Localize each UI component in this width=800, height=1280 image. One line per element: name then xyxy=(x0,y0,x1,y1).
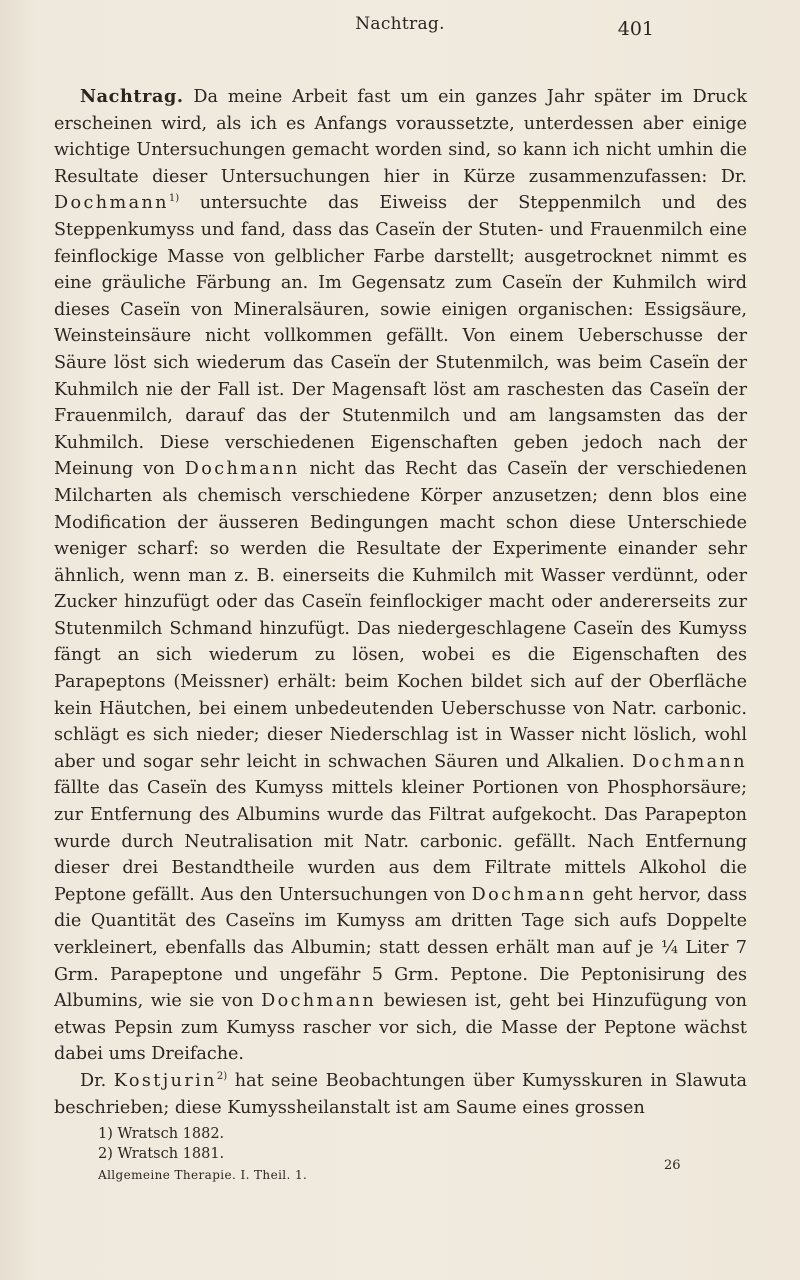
author-name: Dochmann xyxy=(261,991,377,1012)
paragraph-2-text-b: hat seine Beobachtungen über Kumysskuren in Slawuta beschrieben; diese Kumyssheilanstalt ist am Saume eines grossen xyxy=(54,1070,748,1118)
footnote-1: 1) Wratsch 1882. xyxy=(98,1126,225,1142)
author-name: Dochmann xyxy=(471,884,587,905)
paragraph-2 xyxy=(54,1068,747,1121)
author-name: Dochmann xyxy=(54,193,169,214)
paragraph-2-text-a: Dr. xyxy=(80,1070,107,1091)
sheet-number: 26 xyxy=(664,1158,681,1173)
author-name: Dochmann xyxy=(632,751,748,772)
section-title: Nachtrag. xyxy=(80,86,184,107)
paragraph-1-text-a: Da meine Arbeit fast um ein ganzes Jahr später im Druck erscheinen wird, als ich es Anfangs voraussetzte, unterdessen aber einige wichtige Untersuchungen gemacht worden sind, so kann ich nicht umhin die Resultate dieser Untersuchungen hier in Kürze zusammenzufassen: Dr. xyxy=(54,87,747,187)
author-name: Dochmann xyxy=(184,459,300,480)
footnotes xyxy=(98,1124,698,1164)
page-number: 401 xyxy=(617,18,654,40)
author-name: Kostjurin xyxy=(113,1070,217,1091)
paragraph-1-text-f: bewiesen ist, geht bei Hinzufügung von etwas Pepsin zum Kumyss rascher vor sich, die Masse der Peptone wächst dabei ums Dreifache. xyxy=(54,991,748,1065)
running-head: Nachtrag. xyxy=(355,14,445,34)
paragraph-1-text-e: geht hervor, dass die Quantität des Caseïns im Kumyss am dritten Tage sich aufs Doppelte verkleinert, ebenfalls das Albumin; statt dessen erhält man auf je ¼ Liter 7 Grm. Parapeptone und ungefähr 5 Grm. Peptone. Die Peptonisirung des Albumins, wie sie von xyxy=(54,884,748,1012)
footnote-2: 2) Wratsch 1881. xyxy=(98,1146,225,1162)
paragraph-1 xyxy=(54,84,747,1068)
footnote-marker-2: 2) xyxy=(216,1071,228,1083)
body-text xyxy=(54,84,747,1121)
footnote-marker-1: 1) xyxy=(168,193,180,205)
paragraph-1-text-b: untersuchte das Eiweiss der Steppenmilch und des Steppenkumyss und fand, dass das Caseïn der Stuten- und Frauenmilch eine feinflockige Masse von gelblicher Farbe darstellt; ausgetrocknet nimmt es eine gräuliche Färbung an. Im Gegensatz zum Caseïn der Kuhmilch wird dieses Caseïn von Mineralsäuren, sowie einigen organischen: Essigsäure, Weinsteinsäure nicht vollkommen gefällt. Von einem Ueberschusse der Säure löst sich wiederum das Caseïn der Stutenmilch, was beim Caseïn der Kuhmilch nie der Fall ist. Der Magensaft löst am raschesten das Caseïn der Frauenmilch, darauf das der Stutenmilch und am langsamsten das der Kuhmilch. Diese verschiedenen Eigenschaften geben jedoch nach der Meinung von xyxy=(54,193,748,480)
paragraph-1-text-c: nicht das Recht das Caseïn der verschiedenen Milcharten als chemisch verschiedene Körper anzusetzen; denn blos eine Modification der äusseren Bedingungen macht schon diese Unterschiede weniger scharf: so werden die Resultate der Experimente einander sehr ähnlich, wenn man z. B. einerseits die Kuhmilch mit Wasser verdünnt, oder Zucker hinzufügt oder das Caseïn feinflockiger macht oder andererseits zur Stutenmilch Schmand hinzufügt. Das niedergeschlagene Caseïn des Kumyss fängt an sich wiederum zu lösen, wobei es die Eigenschaften des Parapeptons (Meissner) erhält: beim Kochen bildet sich auf der Oberfläche kein Häutchen, bei einem unbedeutenden Ueberschusse von Natr. carbonic. schlägt es sich nieder; dieser Niederschlag ist in Wasser nicht löslich, wohl aber und sogar sehr leicht in schwachen Säuren und Alkalien. xyxy=(54,459,747,772)
signature-line: Allgemeine Therapie. I. Theil. 1. xyxy=(98,1168,308,1182)
paragraph-1-text-d: fällte das Caseïn des Kumyss mittels kleiner Portionen von Phosphorsäure; zur Entfernung des Albumins wurde das Filtrat aufgekocht. Das Parapepton wurde durch Neutralisation mit Natr. carbonic. gefällt. Nach Entfernung dieser drei Bestandtheile wurden aus dem Filtrate mittels Alkohol die Peptone gefällt. Aus den Untersuchungen von xyxy=(54,778,747,905)
